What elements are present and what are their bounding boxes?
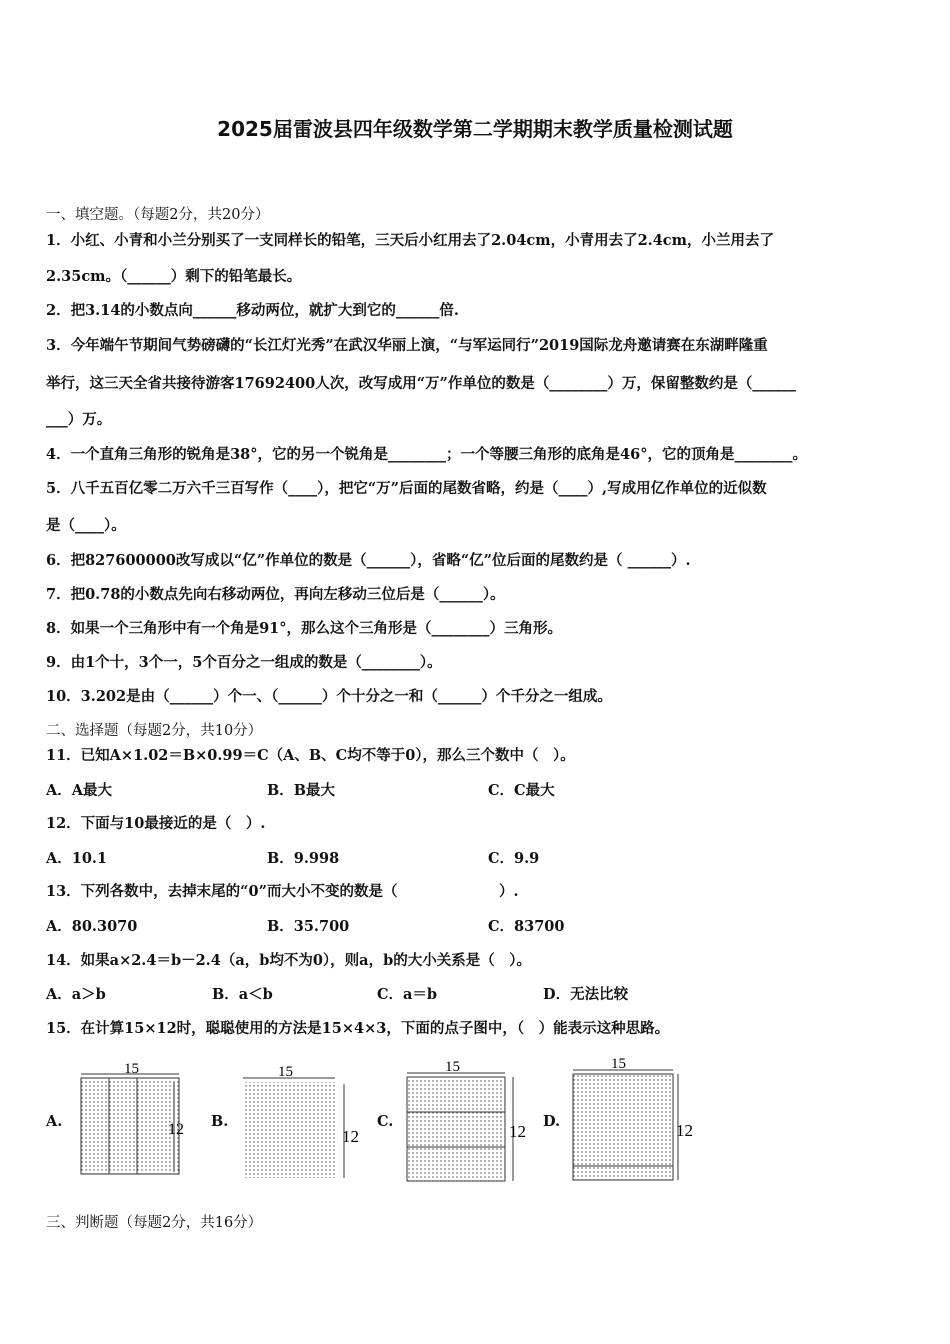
fig-a-height-label: 12 xyxy=(168,1121,184,1138)
q15-option-c-label[interactable]: C. xyxy=(377,1113,394,1130)
question-line: 2.35cm。（______）剩下的铅笔最长。 xyxy=(46,268,302,285)
question-line: 举行，这三天全省共接待游客17692400人次，改写成用“万”作单位的数是（________）万，保留整数约是（______ xyxy=(46,375,796,392)
fig-c-width-label: 15 xyxy=(445,1059,460,1075)
q15-dot-diagram-d[interactable] xyxy=(568,1050,708,1185)
question-15-stem: 15．在计算15×12时，聪聪使用的方法是15×4×3，下面的点子图中，（ ）能表示这种思路。 xyxy=(46,1020,670,1037)
q12-option-b[interactable]: B．9.998 xyxy=(267,850,340,867)
section-heading-choice: 二、选择题（每题2分，共10分） xyxy=(46,723,263,739)
q15-dot-diagram-a[interactable] xyxy=(76,1060,196,1180)
q11-option-b[interactable]: B．B最大 xyxy=(267,782,336,799)
question-line: 是（____）。 xyxy=(46,517,126,534)
q14-option-a[interactable]: A．a＞b xyxy=(46,986,106,1003)
q15-option-a-label[interactable]: A. xyxy=(46,1113,63,1130)
q15-dot-diagram-b[interactable] xyxy=(240,1060,370,1185)
fig-b-width-label: 15 xyxy=(278,1064,293,1080)
q13-option-a[interactable]: A．80.3070 xyxy=(46,918,138,935)
fig-d-width-label: 15 xyxy=(611,1056,626,1072)
question-line: 7．把0.78的小数点先向右移动两位，再向左移动三位后是（______）。 xyxy=(46,586,505,603)
question-line: 2．把3.14的小数点向______移动两位，就扩大到它的______倍. xyxy=(46,302,459,319)
q11-option-c[interactable]: C．C最大 xyxy=(488,782,555,799)
q11-option-a[interactable]: A．A最大 xyxy=(46,782,113,799)
fig-d-height-label: 12 xyxy=(676,1121,693,1140)
question-line: 8．如果一个三角形中有一个角是91°，那么这个三角形是（________）三角形。 xyxy=(46,620,563,637)
fig-c-height-label: 12 xyxy=(509,1122,526,1141)
question-13-stem: 13．下列各数中，去掉末尾的“0”而大小不变的数是（ ）. xyxy=(46,883,519,900)
q12-option-a[interactable]: A．10.1 xyxy=(46,850,108,867)
q13-option-c[interactable]: C．83700 xyxy=(488,918,565,935)
question-11-stem: 11．已知A×1.02＝B×0.99＝C（A、B、C均不等于0），那么三个数中（ ）。 xyxy=(46,747,575,764)
q14-option-b[interactable]: B．a＜b xyxy=(212,986,273,1003)
section-heading-judge: 三、判断题（每题2分，共16分） xyxy=(46,1215,263,1231)
question-14-stem: 14．如果a×2.4＝b－2.4（a，b均不为0），则a，b的大小关系是（ ）。 xyxy=(46,952,531,969)
question-line: 5．八千五百亿零二万六千三百写作（____），把它“万”后面的尾数省略，约是（____）,写成用亿作单位的近似数 xyxy=(46,480,767,497)
q14-option-c[interactable]: C．a＝b xyxy=(377,986,438,1003)
fig-b-height-label: 12 xyxy=(342,1127,359,1146)
q15-option-d-label[interactable]: D. xyxy=(543,1113,561,1130)
question-line: 4．一个直角三角形的锐角是38°，它的另一个锐角是________；一个等腰三角形的底角是46°，它的顶角是________。 xyxy=(46,446,807,463)
q15-option-b-label[interactable]: B. xyxy=(211,1113,229,1130)
q13-option-b[interactable]: B．35.700 xyxy=(267,918,350,935)
q12-option-c[interactable]: C．9.9 xyxy=(488,850,540,867)
q14-option-d[interactable]: D．无法比较 xyxy=(543,986,629,1003)
question-line: 9．由1个十，3个一，5个百分之一组成的数是（________）。 xyxy=(46,654,442,671)
question-12-stem: 12．下面与10最接近的是（ ）. xyxy=(46,815,266,832)
fig-a-width-label: 15 xyxy=(124,1061,139,1077)
question-line: ___）万。 xyxy=(46,411,112,428)
q15-dot-diagram-c[interactable] xyxy=(403,1055,538,1185)
page-title: 2025届雷波县四年级数学第二学期期末教学质量检测试题 xyxy=(217,117,733,141)
question-line: 10．3.202是由（______）个一、（______）个十分之一和（______）个千分之一组成。 xyxy=(46,688,612,705)
section-heading-fill-blank: 一、填空题。（每题2分，共20分） xyxy=(46,207,270,223)
question-line: 1．小红、小青和小兰分别买了一支同样长的铅笔，三天后小红用去了2.04cm，小青用去了2.4cm，小兰用去了 xyxy=(46,232,774,249)
question-line: 6．把827600000改写成以“亿”作单位的数是（______），省略“亿”位后面的尾数约是（ ______）. xyxy=(46,552,691,569)
question-line: 3．今年端午节期间气势磅礴的“长江灯光秀”在武汉华丽上演，“与军运同行”2019国际龙舟邀请赛在东湖畔隆重 xyxy=(46,337,768,354)
